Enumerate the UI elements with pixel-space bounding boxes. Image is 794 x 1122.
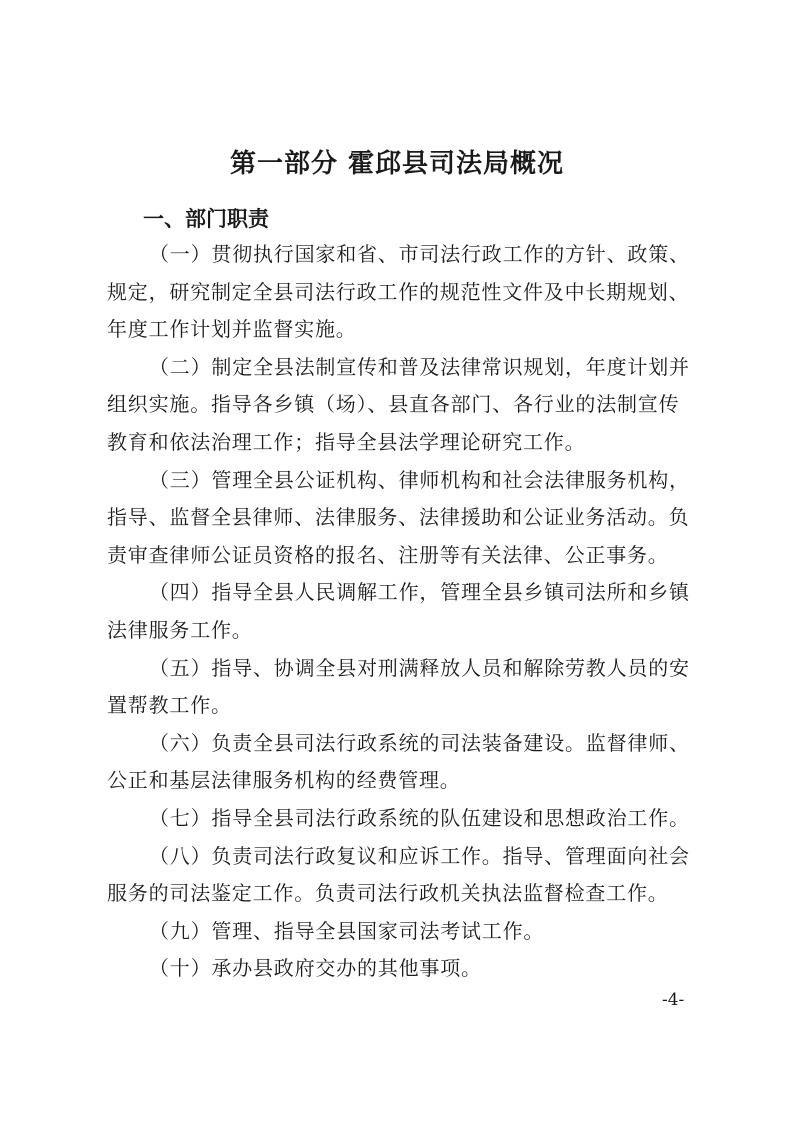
document-body [107, 236, 697, 988]
paragraph [107, 800, 697, 838]
paragraph [107, 236, 697, 349]
page-title: 第一部分 霍邱县司法局概况 [229, 149, 565, 179]
page-number: -4- [662, 990, 685, 1010]
paragraph [107, 838, 697, 913]
paragraph-line: （六）负责全县司法行政系统的司法装备建设。监督律师、 [149, 730, 690, 755]
paragraph-line: （二）制定全县法制宣传和普及法律常识规划，年度计划并 [149, 354, 690, 379]
paragraph-line: （八）负责司法行政复议和应诉工作。指导、管理面向社会 [149, 843, 690, 868]
paragraph-line: （十）承办县政府交办的其他事项。 [149, 956, 482, 981]
paragraph-line: 组织实施。指导各乡镇（场）、县直各部门、各行业的法制宣传 [107, 392, 680, 417]
paragraph [107, 913, 697, 951]
paragraph-line: 服务的司法鉴定工作。负责司法行政机关执法监督检查工作。 [107, 881, 669, 906]
paragraph-line: （四）指导全县人民调解工作，管理全县乡镇司法所和乡镇 [149, 580, 690, 605]
paragraph [107, 725, 697, 800]
paragraph-line: （五）指导、协调全县对刑满释放人员和解除劳教人员的安 [149, 655, 690, 680]
paragraph [107, 950, 697, 988]
section-heading: 一、部门职责 [143, 207, 269, 231]
paragraph [107, 574, 697, 649]
paragraph-line: （一）贯彻执行国家和省、市司法行政工作的方针、政策、 [149, 242, 690, 266]
paragraph-line: 规定，研究制定全县司法行政工作的规范性文件及中长期规划、 [107, 279, 690, 304]
paragraph [107, 349, 697, 462]
paragraph-line: 指导、监督全县律师、法律服务、法律援助和公证业务活动。负 [107, 505, 690, 530]
paragraph-line: （七）指导全县司法行政系统的队伍建设和思想政治工作。 [149, 805, 690, 830]
paragraph-line: （三）管理全县公证机构、律师机构和社会法律服务机构， [149, 467, 690, 492]
paragraph-line: 教育和依法治理工作；指导全县法学理论研究工作。 [107, 429, 586, 454]
paragraph-line: （九）管理、指导全县国家司法考试工作。 [149, 918, 545, 943]
paragraph-line: 置帮教工作。 [107, 693, 232, 718]
paragraph [107, 462, 697, 575]
paragraph [107, 650, 697, 725]
paragraph-line: 法律服务工作。 [107, 617, 253, 642]
paragraph-line: 公正和基层法律服务机构的经费管理。 [107, 768, 461, 793]
paragraph-line: 年度工作计划并监督实施。 [107, 317, 357, 342]
paragraph-line: 责审查律师公证员资格的报名、注册等有关法律、公正事务。 [107, 542, 669, 567]
